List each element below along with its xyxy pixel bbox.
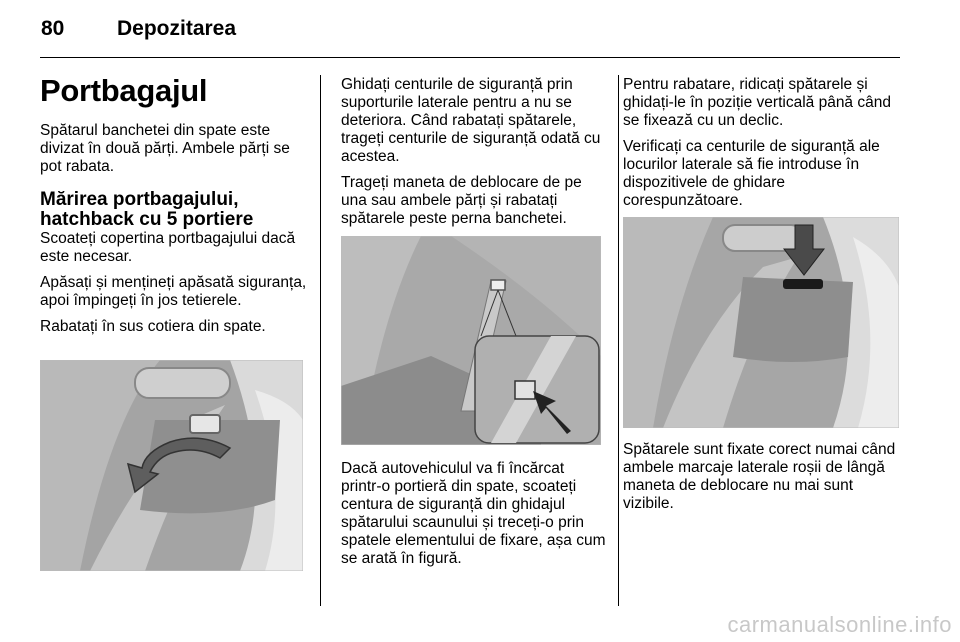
column-3 (623, 76, 903, 218)
col2-paragraph-3: Dacă autovehiculul va fi încărcat printr-o portieră din spate, scoateți centura de siguranță din ghidajul spătarului scaunului și treceți-o prin spatele elementului de fixare, așa cum se arată în figură. (341, 460, 606, 567)
subheading-line-2: hatchback cu 5 portiere (40, 209, 254, 230)
col3-paragraph-3: Spătarele sunt fixate corect numai când ambele marcaje laterale roșii de lângă maneta de deblocare nu mai sunt vizibile. (623, 441, 896, 512)
chapter-title: Depozitarea (117, 17, 237, 40)
intro-paragraph: Spătarul banchetei din spate este divizat în două părți. Ambele părți se pot rabata. (40, 122, 290, 175)
col3-paragraph-2: Verificați ca centurile de siguranță ale locurilor laterale să fie introduse în dispozitivele de ghidare corespunzătoare. (623, 138, 880, 209)
col3-paragraph-1: Pentru rabatare, ridicați spătarele și ghidați-le în poziție verticală până când se fixează cu un declic. (623, 76, 891, 129)
col1-paragraph-1: Scoateți copertina portbagajului dacă este necesar. (40, 230, 296, 265)
col1-paragraph-3: Rabatați în sus cotiera din spate. (40, 318, 266, 335)
backrest-lock-illustration (623, 217, 899, 428)
column-2-lower (341, 460, 607, 576)
section-title: Portbagajul (40, 73, 208, 108)
col1-paragraph-2: Apăsați și mențineți apăsată siguranța, apoi împingeți în jos tetierele. (40, 274, 307, 309)
column-3-lower (623, 441, 903, 521)
col2-paragraph-2: Trageți maneta de deblocare de pe una sau ambele părți și rabatați spătarele peste perna banchetei. (341, 174, 582, 227)
subheading-line-1: Mărirea portbagajului, (40, 189, 239, 210)
page-number: 80 (41, 17, 65, 40)
seatbelt-guide-illustration (341, 236, 601, 445)
col2-paragraph-1: Ghidați centurile de siguranță prin suporturile laterale pentru a nu se deteriora. Când rabatați spătarele, trageți centurile de siguranță odată cu acestea. (341, 76, 601, 165)
column-2 (341, 76, 607, 236)
subheading (40, 190, 308, 230)
footer-watermark: carmanualsonline.info (727, 612, 952, 637)
armrest-illustration (40, 360, 303, 571)
column-divider-2 (618, 75, 619, 606)
column-1 (40, 122, 308, 344)
column-divider-1 (320, 75, 321, 606)
header-rule (40, 57, 900, 58)
